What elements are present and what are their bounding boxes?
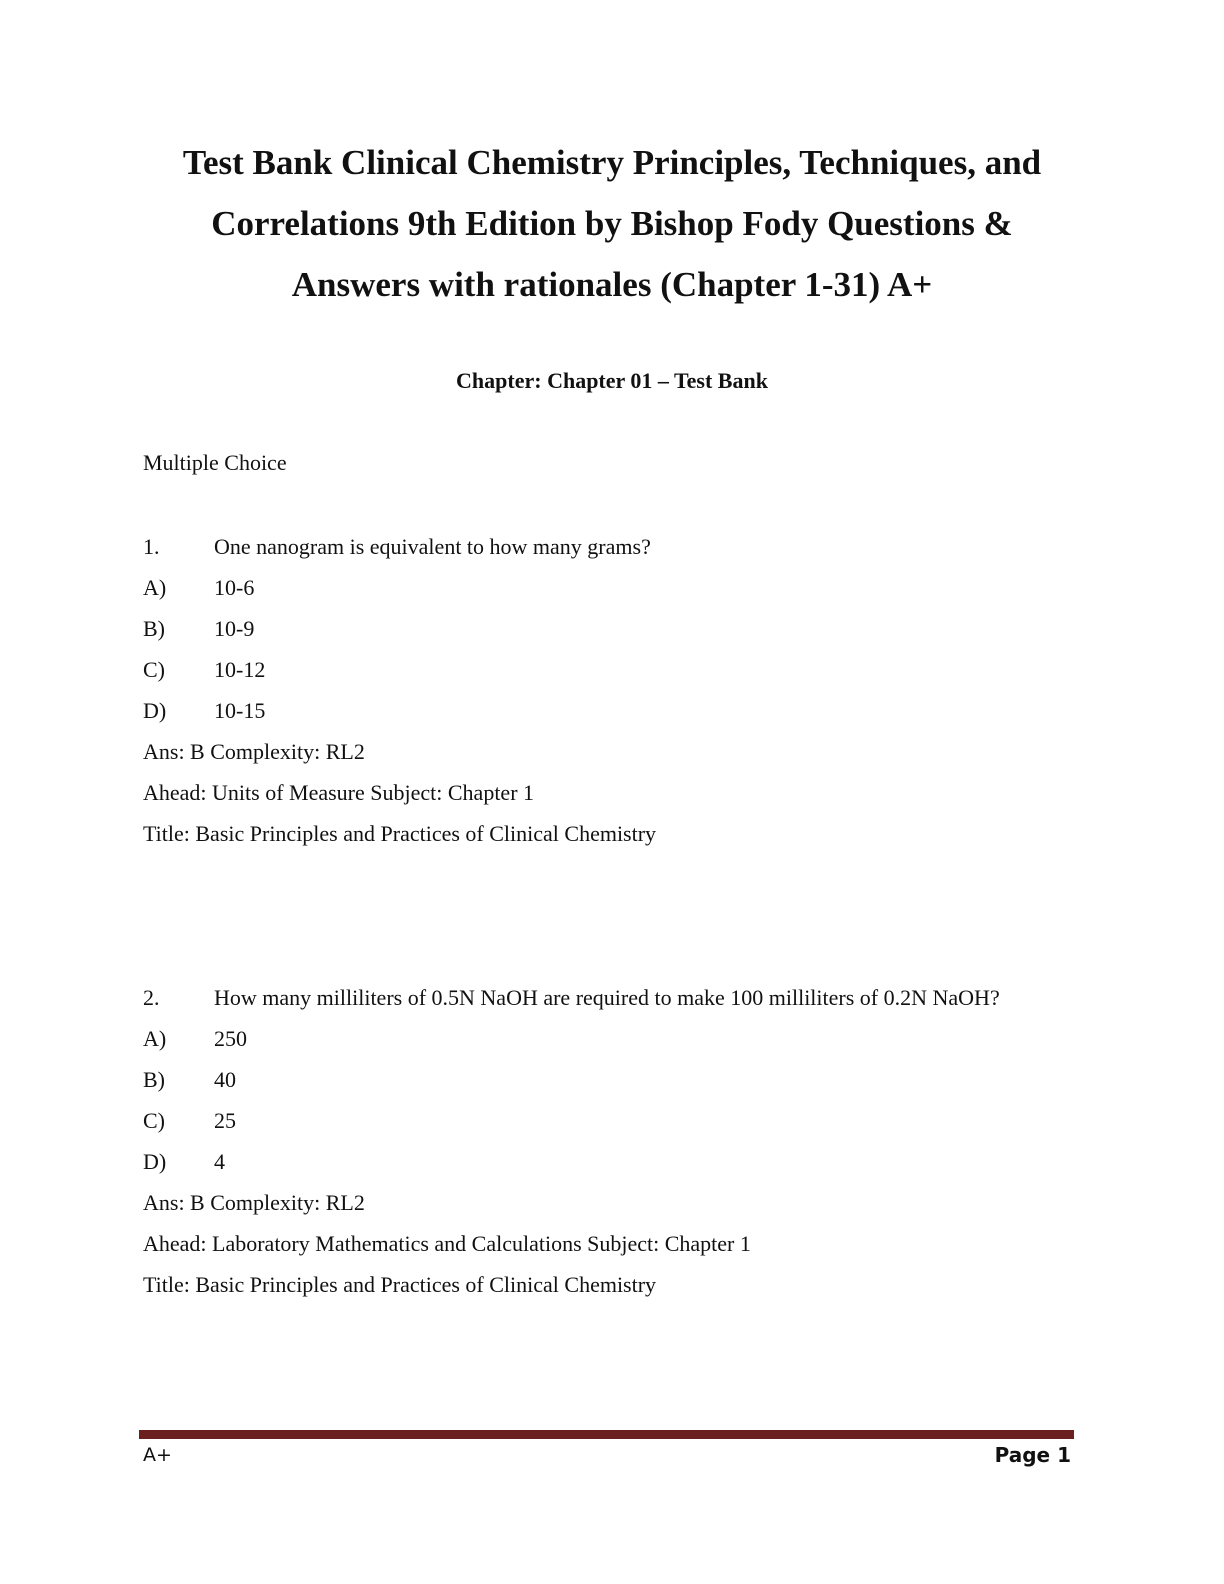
option-text: 10-12: [214, 657, 266, 682]
document-title: [0, 133, 1224, 316]
option-text: 10-15: [214, 698, 266, 723]
option-label: C): [143, 657, 165, 682]
ahead-line: Ahead: Laboratory Mathematics and Calculations Subject: Chapter 1: [143, 1231, 751, 1256]
option-text: 10-6: [214, 575, 255, 600]
title-line-3: Answers with rationales (Chapter 1-31) A+: [291, 265, 933, 304]
title-line: Title: Basic Principles and Practices of Clinical Chemistry: [143, 821, 657, 846]
option-c: [143, 649, 656, 690]
option-label: A): [143, 575, 167, 600]
footer-grade: A+: [143, 1444, 172, 1466]
answer-line: Ans: B Complexity: RL2: [143, 1190, 365, 1215]
question-number: 1.: [143, 534, 160, 559]
ahead-line: Ahead: Units of Measure Subject: Chapter 1: [143, 780, 535, 805]
title-line-1: Test Bank Clinical Chemistry Principles, Techniques, and: [182, 143, 1042, 182]
title-line-2: Correlations 9th Edition by Bishop Fody Questions &: [211, 204, 1013, 243]
option-label: A): [143, 1026, 167, 1051]
option-text: 25: [214, 1108, 236, 1133]
option-b: [143, 608, 656, 649]
footer-rule: [139, 1430, 1074, 1439]
question-1: [143, 526, 656, 854]
option-a: [143, 567, 656, 608]
answer-line: Ans: B Complexity: RL2: [143, 739, 365, 764]
question-text: One nanogram is equivalent to how many grams?: [214, 534, 651, 559]
question-stem: [143, 977, 1000, 1018]
option-d: [143, 1141, 1000, 1182]
chapter-heading: Chapter: Chapter 01 – Test Bank: [456, 368, 768, 393]
option-label: B): [143, 616, 165, 641]
option-c: [143, 1100, 1000, 1141]
option-a: [143, 1018, 1000, 1059]
question-stem: [143, 526, 656, 567]
option-text: 4: [214, 1149, 225, 1174]
section-label: Multiple Choice: [143, 450, 287, 475]
option-label: B): [143, 1067, 165, 1092]
question-number: 2.: [143, 985, 160, 1010]
option-text: 10-9: [214, 616, 255, 641]
question-text: How many milliliters of 0.5N NaOH are required to make 100 milliliters of 0.2N NaOH?: [214, 985, 1000, 1010]
option-d: [143, 690, 656, 731]
question-2: [143, 977, 1000, 1305]
option-text: 40: [214, 1067, 236, 1092]
option-label: D): [143, 1149, 167, 1174]
title-line: Title: Basic Principles and Practices of Clinical Chemistry: [143, 1272, 657, 1297]
option-label: D): [143, 698, 167, 723]
option-label: C): [143, 1108, 165, 1133]
option-text: 250: [214, 1026, 247, 1051]
option-b: [143, 1059, 1000, 1100]
page-number: Page 1: [994, 1443, 1071, 1467]
